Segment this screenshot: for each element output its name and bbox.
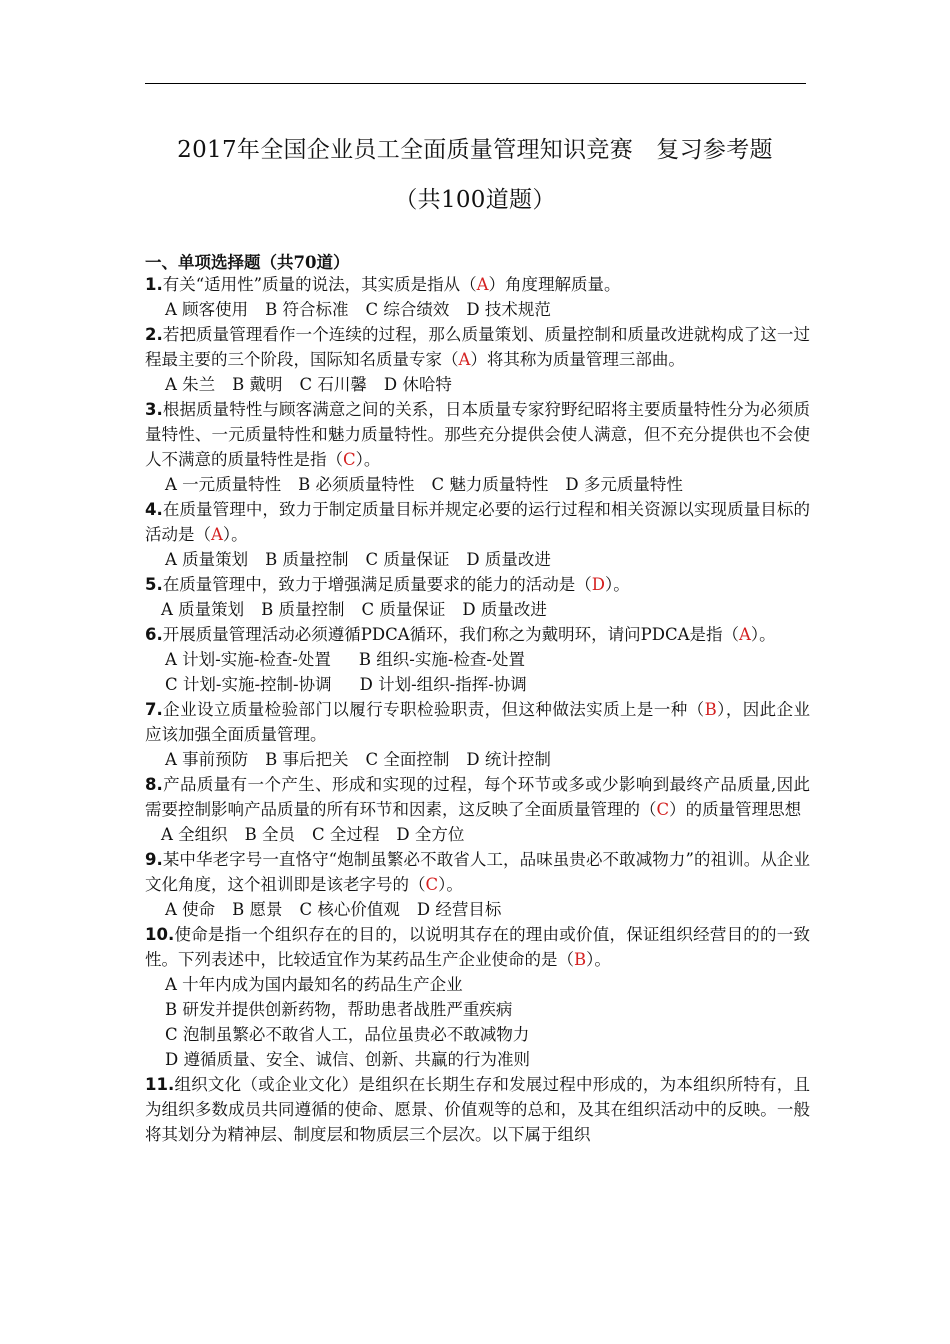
option: A 质量策划 [165,550,249,569]
header-rule [145,83,806,84]
question-text: 4.在质量管理中，致力于制定质量目标并规定必要的运行过程和相关资源以实现质量目标的活动是（A）。 [145,500,810,544]
option: C 综合绩效 [365,300,450,319]
answer-mark: A [476,275,489,294]
option: B 组织-实施-检查-处置 [358,650,525,669]
question-text: 9.某中华老字号一直恪守“炮制虽繁必不敢省人工，品味虽贵必不敢减物力”的祖训。从企业文化角度，这个祖训即是该老字号的（C）。 [145,850,810,894]
answer-mark: B [574,950,587,969]
option: B 事后把关 [265,750,349,769]
option: A 质量策划 [161,600,245,619]
option: B 符合标准 [265,300,349,319]
option: C 质量保证 [361,600,446,619]
option: A 顾客使用 [165,300,249,319]
question-number: 9. [145,850,163,869]
question-item [145,1072,810,1147]
option: A 事前预防 [165,750,249,769]
answer-mark: C [425,875,439,894]
option: B 研发并提供创新药物，帮助患者战胜严重疾病 [165,1000,513,1019]
option: A 使命 [165,900,216,919]
options-row [145,372,810,397]
question-text: 2.若把质量管理看作一个连续的过程，那么质量策划、质量控制和质量改进就构成了这一过程最主要的三个阶段，国际知名质量专家（A）将其称为质量管理三部曲。 [145,325,810,369]
question-number: 4. [145,500,163,519]
option: D 技术规范 [466,300,551,319]
options-row [145,897,810,922]
question-item [145,497,810,572]
question-item [145,272,810,322]
option: B 质量控制 [261,600,345,619]
answer-mark: A [211,525,223,544]
question-number: 7. [145,700,163,719]
question-text: 8.产品质量有一个产生、形成和实现的过程，每个环节或多或少影响到最终产品质量,因此需要控制影响产品质量的所有环节和因素，这反映了全面质量管理的（C）的质量管理思想 [145,775,810,819]
question-number: 1. [145,275,163,294]
option: C 石川馨 [299,375,367,394]
question-number: 6. [145,625,163,644]
option: D 计划-组织-指挥-协调 [359,675,527,694]
options-row [145,647,810,672]
options-row [145,547,810,572]
answer-mark: A [458,350,471,369]
option: C 质量保证 [365,550,450,569]
option: B 必须质量特性 [298,475,415,494]
option: C 泡制虽繁必不敢省人工，品位虽贵必不敢减物力 [165,1025,530,1044]
question-text: 10.使命是指一个组织存在的目的，以说明其存在的理由或价值，保证组织经营目的的一致性。下列表述中，比较适宜作为某药品生产企业使命的是（B）。 [145,925,810,969]
options-row [145,297,810,322]
option: C 魅力质量特性 [431,475,549,494]
question-item [145,697,810,772]
option: D 统计控制 [466,750,551,769]
question-number: 3. [145,400,163,419]
options-row [145,597,810,622]
option: A 计划-实施-检查-处置 [165,650,331,669]
option: D 经营目标 [416,900,502,919]
question-number: 8. [145,775,163,794]
section-heading: 一、单项选择题（共70道） [145,253,350,272]
question-text: 6.开展质量管理活动必须遵循PDCA循环，我们称之为戴明环，请问PDCA是指（A）。 [145,625,776,644]
option: C 全面控制 [365,750,450,769]
question-text: 7.企业设立质量检验部门以履行专职检验职责，但这种做法实质上是一种（B），因此企业应该加强全面质量管理。 [145,700,811,744]
option: A 全组织 [161,825,228,844]
option: A 朱兰 [165,375,216,394]
option: D 质量改进 [466,550,551,569]
document-title: 2017年全国企业员工全面质量管理知识竞赛 复习参考题 [177,137,773,163]
option: D 质量改进 [462,600,547,619]
question-item [145,847,810,922]
answer-mark: C [343,450,356,469]
question-text: 11.组织文化（或企业文化）是组织在长期生存和发展过程中形成的，为本组织所特有，且为组织多数成员共同遵循的使命、愿景、价值观等的总和，及其在组织活动中的反映。一般将其划分为精神层、制度层和物质层三个层次。以下属于组织 [145,1075,810,1144]
option: B 愿景 [232,900,283,919]
option: A 十年内成为国内最知名的药品生产企业 [165,975,463,994]
question-list [145,272,810,1147]
question-number: 10. [145,925,175,944]
option: A 一元质量特性 [165,475,282,494]
question-text: 5.在质量管理中，致力于增强满足质量要求的能力的活动是（D）。 [145,575,630,594]
answer-mark: C [656,800,670,819]
question-text: 3.根据质量特性与顾客满意之间的关系，日本质量专家狩野纪昭将主要质量特性分为必须质量特性、一元质量特性和魅力质量特性。那些充分提供会使人满意，但不充分提供也不会使人不满意的质量特性是指（C）。 [145,400,810,469]
document-subtitle: （共100道题） [394,187,556,213]
options-row [145,672,810,697]
options-row [145,822,810,847]
answer-mark: A [739,625,751,644]
question-item [145,572,810,622]
answer-mark: D [591,575,605,594]
option: D 多元质量特性 [565,475,683,494]
option: D 遵循质量、安全、诚信、创新、共赢的行为准则 [165,1050,530,1069]
answer-mark: B [704,700,717,719]
question-item [145,397,810,497]
option: B 全员 [244,825,296,844]
option: C 计划-实施-控制-协调 [165,675,332,694]
option: C 全过程 [312,825,380,844]
question-number: 11. [145,1075,175,1094]
question-item [145,922,810,1072]
option: D 休哈特 [383,375,452,394]
question-number: 5. [145,575,163,594]
options-row [145,472,810,497]
option: B 戴明 [232,375,283,394]
option: D 全方位 [396,825,465,844]
options-row [145,747,810,772]
question-item [145,322,810,397]
option: C 核心价值观 [299,900,400,919]
question-text: 1.有关“适用性”质量的说法，其实质是指从（A）角度理解质量。 [145,275,621,294]
question-number: 2. [145,325,163,344]
question-item [145,772,810,847]
option: B 质量控制 [265,550,349,569]
question-item [145,622,810,697]
